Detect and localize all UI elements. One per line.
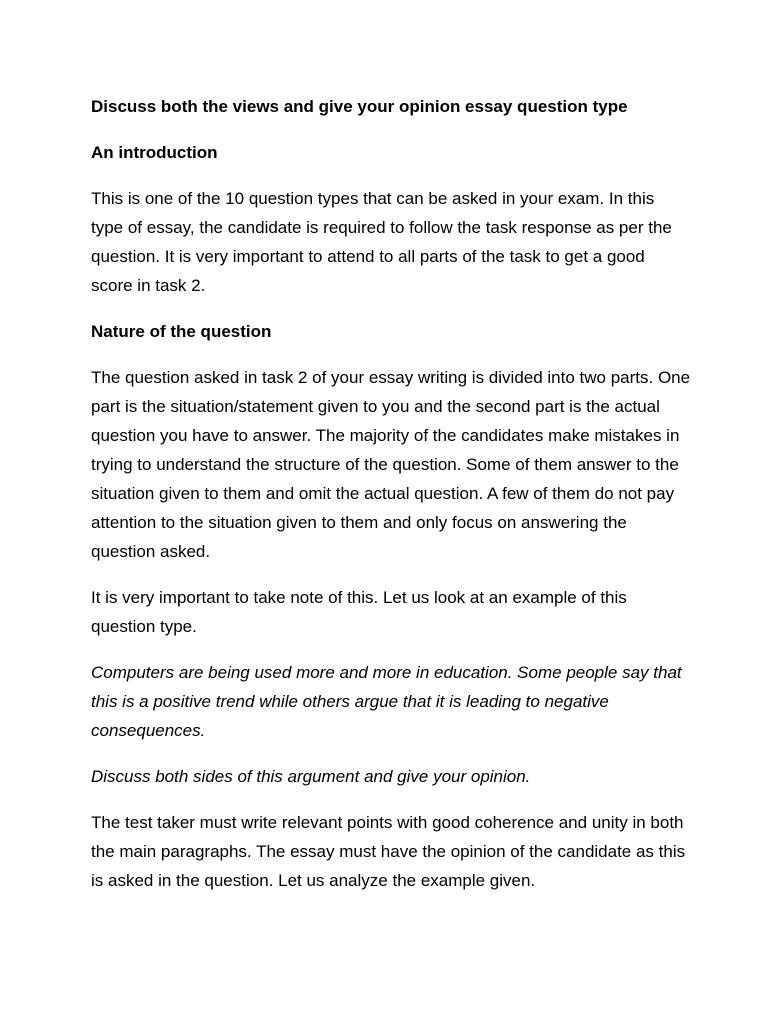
note-paragraph: It is very important to take note of this. Let us look at an example of this question type. — [91, 588, 627, 636]
nature-paragraph: The question asked in task 2 of your essay writing is divided into two parts. One part is the situation/statement given to you and the second part is the actual question you have to answer. The majority of the candidates make mistakes in trying to understand the structure of the question. Some of them answer to the situation given to them and omit the actual question. A few of them do not pay attention to the situation given to them and only focus on answering the question asked. — [91, 368, 691, 561]
introduction-paragraph: This is one of the 10 question types that can be asked in your exam. In this type of essay, the candidate is required to follow the task response as per the question. It is very important to attend to all parts of the task to get a good score in task 2. — [91, 189, 672, 295]
section-heading-introduction: An introduction — [91, 143, 218, 162]
example-question: Discuss both sides of this argument and give your opinion. — [91, 767, 531, 786]
document-page — [91, 92, 691, 912]
example-statement: Computers are being used more and more in education. Some people say that this is a positive trend while others argue that it is leading to negative consequences. — [91, 663, 682, 740]
section-heading-nature: Nature of the question — [91, 322, 272, 341]
document-title: Discuss both the views and give your opinion essay question type — [91, 97, 628, 116]
closing-paragraph: The test taker must write relevant points with good coherence and unity in both the main paragraphs. The essay must have the opinion of the candidate as this is asked in the question. Let us analyze the example given. — [91, 813, 686, 890]
